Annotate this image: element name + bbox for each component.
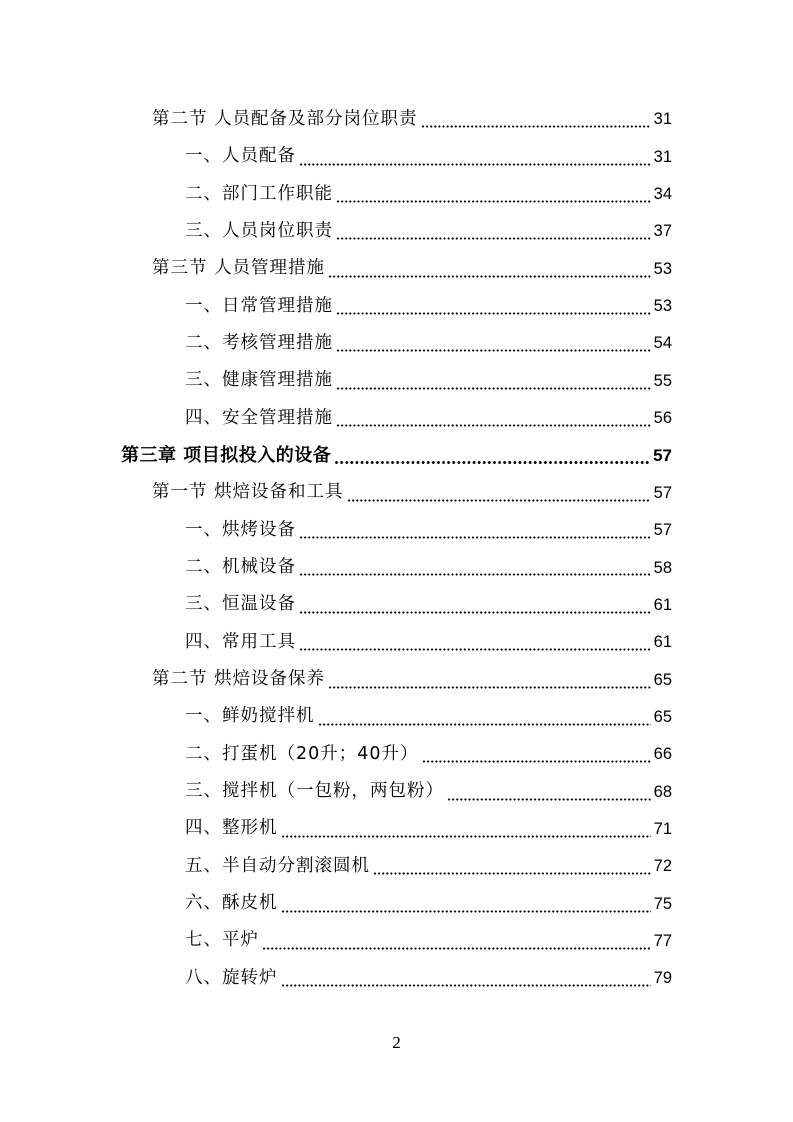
toc-entry-page: 61 <box>653 633 672 652</box>
toc-entry-page: 31 <box>653 110 672 129</box>
toc-entry-page: 58 <box>653 558 672 577</box>
toc-entry-title: 六、酥皮机 <box>185 893 278 914</box>
toc-entry-title: 一、烘烤设备 <box>185 519 296 540</box>
toc-entry-page: 53 <box>653 259 672 278</box>
toc-entry-page: 57 <box>653 521 672 540</box>
toc-entry-page: 56 <box>653 409 672 428</box>
toc-entry-page: 57 <box>653 483 672 502</box>
toc-entry-page: 65 <box>653 670 672 689</box>
toc-entry-item[interactable] <box>0 213 793 250</box>
toc-entry-item[interactable] <box>0 624 793 661</box>
toc-entry-page: 54 <box>653 334 672 353</box>
toc-entry-item[interactable] <box>0 325 793 362</box>
toc-entry-section[interactable] <box>0 250 793 287</box>
dot-leader <box>299 648 651 651</box>
dot-leader <box>262 947 651 950</box>
toc-entry-item[interactable] <box>0 848 793 885</box>
toc-entry-page: 77 <box>653 931 672 950</box>
toc-entry-title: 四、安全管理措施 <box>185 407 333 428</box>
toc-entry-section[interactable] <box>0 101 793 138</box>
toc-entry-title: 三、人员岗位职责 <box>185 220 333 241</box>
dot-leader <box>281 984 651 987</box>
toc-entry-item[interactable] <box>0 811 793 848</box>
toc-entry-title: 第二节 人员配备及部分岗位职责 <box>152 108 418 129</box>
toc-entry-page: 75 <box>653 894 672 913</box>
toc-entry-page: 79 <box>653 969 672 988</box>
toc-entry-page: 65 <box>653 707 672 726</box>
toc-entry-title: 一、鲜奶搅拌机 <box>185 706 315 727</box>
dot-leader <box>347 499 651 502</box>
dot-leader <box>373 872 651 875</box>
toc-entry-item[interactable] <box>0 512 793 549</box>
toc-entry-title: 八、旋转炉 <box>185 967 278 988</box>
toc-entry-title: 四、常用工具 <box>185 631 296 652</box>
dot-leader <box>336 237 651 240</box>
dot-leader <box>336 387 651 390</box>
toc-entry-title: 五、半自动分割滚圆机 <box>185 855 370 876</box>
dot-leader <box>334 461 650 464</box>
dot-leader <box>421 125 651 128</box>
toc-entry-page: 66 <box>653 745 672 764</box>
toc-entry-page: 34 <box>653 185 672 204</box>
dot-leader <box>281 910 651 913</box>
toc-entry-title: 二、打蛋机（20升；40升） <box>185 743 419 764</box>
toc-entry-title: 三、恒温设备 <box>185 594 296 615</box>
toc-entry-item[interactable] <box>0 736 793 773</box>
toc-entry-chapter[interactable] <box>0 437 793 474</box>
toc-entry-page: 72 <box>653 857 672 876</box>
toc-entry-title: 一、人员配备 <box>185 146 296 167</box>
toc-entry-page: 71 <box>653 819 672 838</box>
table-of-contents <box>0 101 793 997</box>
toc-entry-item[interactable] <box>0 176 793 213</box>
toc-entry-page: 53 <box>653 297 672 316</box>
dot-leader <box>281 835 651 838</box>
dot-leader <box>299 163 651 166</box>
dot-leader <box>328 275 651 278</box>
toc-entry-page: 61 <box>653 595 672 614</box>
toc-entry-section[interactable] <box>0 661 793 698</box>
toc-entry-item[interactable] <box>0 362 793 399</box>
toc-entry-page: 31 <box>653 147 672 166</box>
toc-entry-title: 第一节 烘焙设备和工具 <box>152 482 344 503</box>
toc-entry-item[interactable] <box>0 288 793 325</box>
dot-leader <box>299 611 651 614</box>
toc-entry-title: 四、整形机 <box>185 818 278 839</box>
toc-entry-page: 57 <box>653 446 672 466</box>
toc-entry-title: 第三节 人员管理措施 <box>152 258 326 279</box>
dot-leader <box>447 798 651 801</box>
toc-entry-item[interactable] <box>0 885 793 922</box>
toc-entry-section[interactable] <box>0 474 793 511</box>
toc-entry-title: 七、平炉 <box>185 930 259 951</box>
toc-entry-title: 一、日常管理措施 <box>185 295 333 316</box>
toc-entry-item[interactable] <box>0 400 793 437</box>
toc-entry-item[interactable] <box>0 923 793 960</box>
toc-entry-page: 55 <box>653 371 672 390</box>
toc-entry-item[interactable] <box>0 699 793 736</box>
dot-leader <box>422 760 651 763</box>
toc-entry-item[interactable] <box>0 138 793 175</box>
toc-entry-page: 68 <box>653 782 672 801</box>
dot-leader <box>328 686 651 689</box>
dot-leader <box>299 536 651 539</box>
dot-leader <box>318 723 651 726</box>
toc-entry-title: 三、搅拌机（一包粉，两包粉） <box>185 781 444 802</box>
toc-entry-title: 二、部门工作职能 <box>185 183 333 204</box>
dot-leader <box>336 349 651 352</box>
toc-entry-item[interactable] <box>0 586 793 623</box>
dot-leader <box>336 424 651 427</box>
toc-entry-item[interactable] <box>0 960 793 997</box>
toc-entry-title: 三、健康管理措施 <box>185 370 333 391</box>
dot-leader <box>336 312 651 315</box>
toc-entry-title: 第二节 烘焙设备保养 <box>152 669 326 690</box>
toc-entry-page: 37 <box>653 222 672 241</box>
page-number: 2 <box>392 1033 401 1052</box>
dot-leader <box>336 200 651 203</box>
toc-entry-title: 二、考核管理措施 <box>185 332 333 353</box>
toc-entry-title: 二、机械设备 <box>185 557 296 578</box>
dot-leader <box>299 573 651 576</box>
toc-entry-item[interactable] <box>0 549 793 586</box>
toc-entry-title: 第三章 项目拟投入的设备 <box>121 444 332 466</box>
toc-entry-item[interactable] <box>0 773 793 810</box>
